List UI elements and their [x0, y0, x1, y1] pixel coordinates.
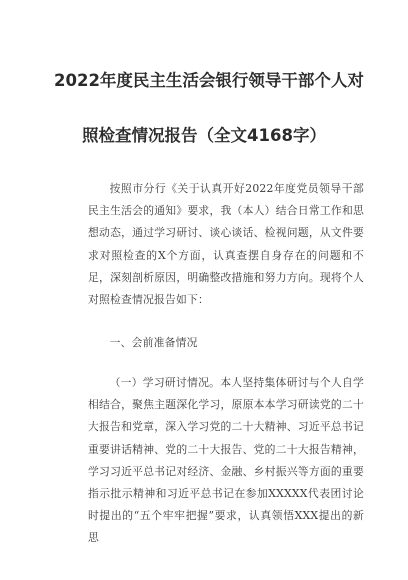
section-heading: 一、会前准备情况: [109, 336, 198, 349]
intro-paragraph: 按照市分行《关于认真开好2022年度党员领导干部民主生活会的通知》要求，我（本人）结合日常工作和思想动态，通过学习研讨、谈心谈话、检视问题，从文件要求对照检查的X个方面，认真查摆自身存在的问题和不足，深刻剖析原因，明确整改措施和努力方向。现将个人对照检查情况报告如下：: [88, 182, 364, 307]
document-title-line1: 2022年度民主生活会银行领导干部个人对: [54, 71, 364, 90]
study-paragraph: （一）学习研讨情况。本人坚持集体研讨与个人自学相结合，聚焦主题深化学习，原原本本学习研读党的二十大报告和党章，深入学习党的二十大精神、习近平总书记重要讲话精神、党的二十大报告、党的二十大报告精神，学习习近平总书记对经济、金融、乡村振兴等方面的重要指示批示精神和习近平总书记在参加XXXXX代表团讨论时提出的“五个牢牢把握”要求，认真领悟XXX提出的新思: [88, 376, 364, 545]
document-title-line2: 照检查情况报告（全文4168字）: [82, 126, 326, 145]
